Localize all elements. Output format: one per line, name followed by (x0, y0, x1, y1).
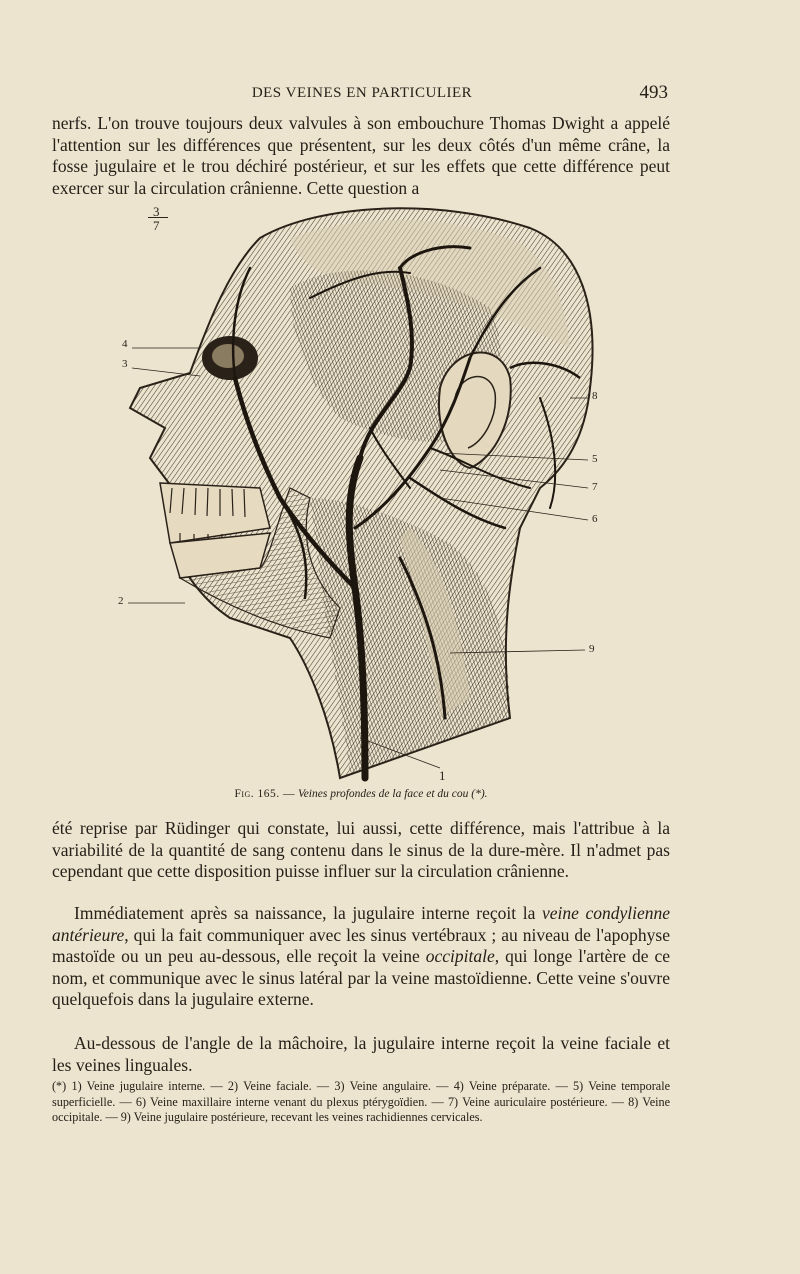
paragraph-3 (52, 903, 670, 1011)
paragraph-3-part-a: Immédiatement après sa naissance, la jugulaire interne reçoit la (74, 903, 542, 923)
paragraph-2: été reprise par Rüdinger qui constate, lui aussi, cette différence, mais l'attribue à la variabilité de la quantité de sang contenu dans le sinus de la dure-mère. Il n'admet pas cependant que cette disposition puisse influer sur la circulation crânienne. (52, 818, 670, 882)
term-veine-condylienne: veine condylienne antérieure (52, 903, 670, 945)
paragraph-3-part-c: , qui longe l'artère de ce nom, et communique avec le sinus latéral par la veine mastoïdienne. Cette veine s'ouvre quelquefois dans la jugulaire externe. (52, 946, 670, 1010)
figure-footnote: (*) 1) Veine jugulaire interne. — 2) Veine faciale. — 3) Veine angulaire. — 4) Veine préparate. — 5) Veine temporale superficielle. — 6) Veine maxillaire interne venant du plexus ptérygoïdien. — 7) Veine auriculaire postérieure. — 8) Veine occipitale. — 9) Veine jugulaire postérieure, recevant les veines rachidiennes cervicales. (52, 1079, 670, 1124)
fig-label-3: 3 (122, 358, 128, 370)
fig-label-5: 5 (592, 453, 598, 465)
fig-label-4: 4 (122, 338, 128, 350)
figure-caption (52, 788, 670, 800)
figure-number: Fig. 165. — (234, 788, 296, 800)
fig-label-top-7: 7 (153, 218, 160, 233)
paragraph-1: nerfs. L'on trouve toujours deux valvules à son embouchure Thomas Dwight a appelé l'attention sur les différences que présentent, sur les deux côtés d'un même crâne, la fosse jugulaire et le trou déchiré postérieur, et sur les effets que cette différence peut exercer sur la circulation crânienne. Cette question a (52, 113, 670, 198)
term-occipitale: occipitale (425, 946, 495, 967)
fig-label-7: 7 (592, 481, 598, 493)
running-title: DES VEINES EN PARTICULIER (251, 85, 473, 101)
paragraph-3-part-b: , qui la fait communiquer avec les sinus vertébraux ; au niveau de l'apophyse mastoïde ou un peu au-dessous, elle reçoit la veine (52, 924, 670, 967)
figure-caption-text: Veines profondes de la face et du cou (*). (297, 788, 488, 800)
fig-label-2: 2 (118, 595, 124, 607)
fig-label-6: 6 (592, 513, 598, 525)
page-number: 493 (639, 82, 668, 103)
head-neck-veins-engraving (110, 198, 630, 788)
fig-label-9: 9 (589, 643, 595, 655)
anatomical-figure (110, 198, 630, 788)
running-head (56, 82, 668, 106)
paragraph-4: Au-dessous de l'angle de la mâchoire, la jugulaire interne reçoit la veine faciale et les veines linguales. (52, 1033, 670, 1075)
fig-label-top-3: 3 (153, 204, 160, 219)
fig-label-8: 8 (592, 390, 598, 402)
fig-label-1: 1 (439, 768, 446, 783)
